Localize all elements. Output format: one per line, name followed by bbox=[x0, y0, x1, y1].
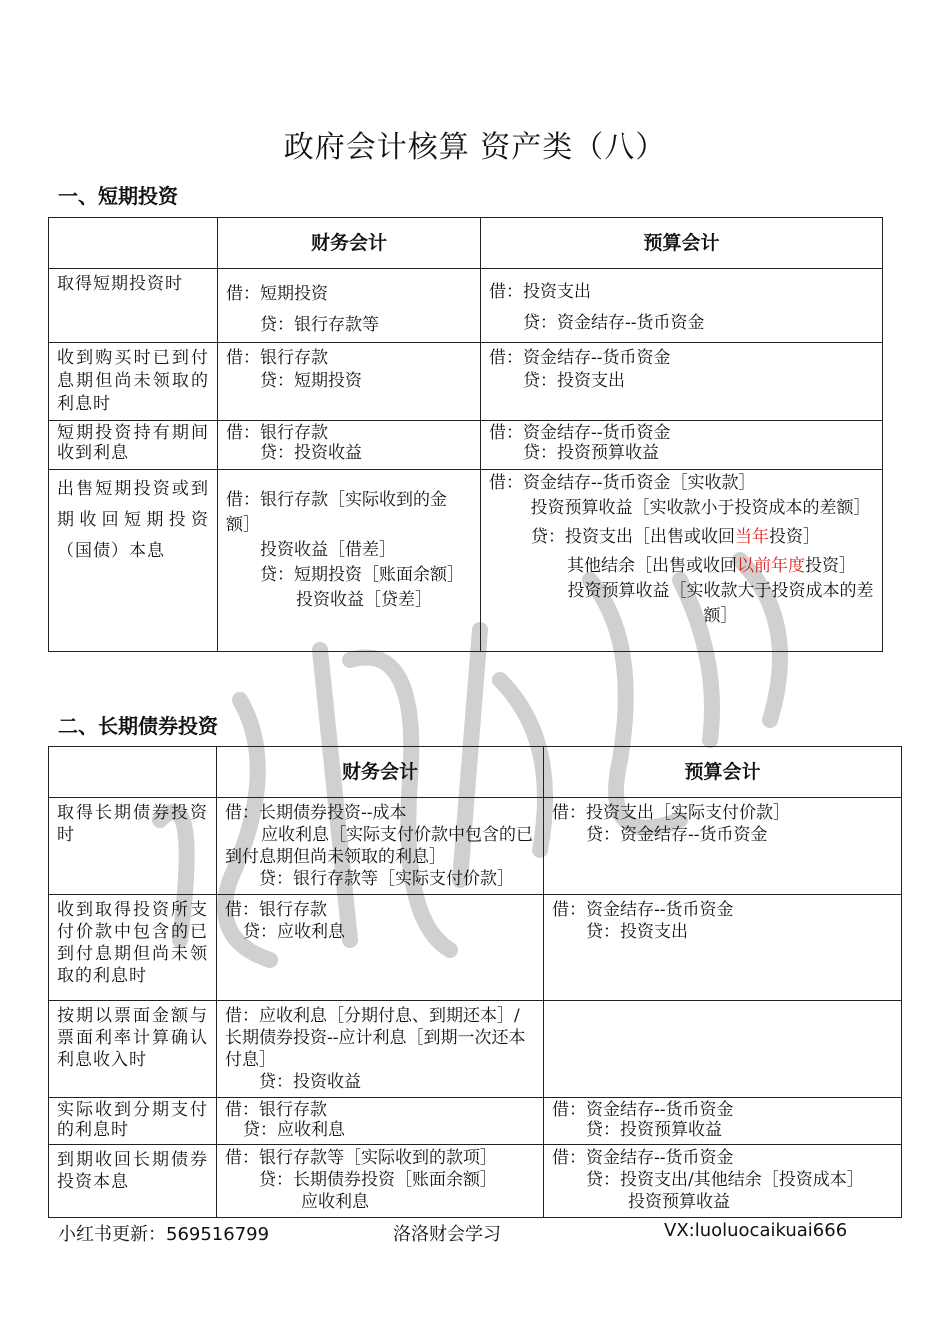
entry-line: 贷：应收利息 bbox=[243, 1120, 345, 1140]
entry-line: 贷：长期债券投资［账面余额］ bbox=[259, 1170, 497, 1190]
entry-line: 投资预算收益［实收款大于投资成本的差额］ bbox=[567, 581, 874, 626]
table-row bbox=[49, 798, 902, 895]
entry-line: 贷：银行存款等［实际支付价款］ bbox=[259, 869, 514, 889]
table-row bbox=[49, 343, 883, 421]
table-row bbox=[49, 1001, 902, 1098]
entry-line: 投资预算收益 bbox=[628, 1192, 730, 1212]
header-financial: 财务会计 bbox=[217, 747, 544, 798]
bud-entry bbox=[544, 1098, 902, 1145]
entry-line: 借：短期投资 bbox=[226, 284, 328, 304]
entry-line bbox=[489, 525, 874, 550]
entry-line: 投资收益［借差］ bbox=[260, 540, 396, 560]
entry-line: 借：银行存款［实际收到的金额］ bbox=[226, 490, 447, 535]
table-row bbox=[49, 1145, 902, 1218]
entry-line: 借：长期债券投资--成本 bbox=[225, 803, 407, 823]
row-label: 按期以票面金额与票面利率计算确认利息收入时 bbox=[49, 1001, 217, 1098]
row-label: 到期收回长期债券投资本息 bbox=[49, 1145, 217, 1218]
entry-text: 贷：投资支出［出售或收回 bbox=[531, 527, 735, 547]
table-row bbox=[49, 269, 883, 343]
entry-line: 贷：投资收益 bbox=[260, 443, 362, 463]
bud-entry bbox=[544, 895, 902, 1001]
page-title: 政府会计核算 资产类（八） bbox=[283, 130, 667, 165]
entry-line: 借：资金结存--货币资金［实收款］ bbox=[489, 473, 756, 493]
entry-line: 贷：短期投资［账面余额］ bbox=[260, 565, 464, 585]
entry-line: 投资预算收益［实收款小于投资成本的差额］ bbox=[530, 498, 871, 518]
entry-line: 贷：银行存款等 bbox=[260, 315, 379, 335]
row-label: 收到购买时已到付息期但尚未领取的利息时 bbox=[49, 343, 218, 421]
fin-entry bbox=[217, 1098, 544, 1145]
entry-line: 贷：投资支出/其他结余［投资成本］ bbox=[586, 1170, 864, 1190]
footer-wechat: VX:luoluocaikuai666 bbox=[664, 1220, 848, 1241]
long-term-bond-table bbox=[48, 746, 902, 1218]
header-blank bbox=[49, 747, 217, 798]
entry-line: 借：银行存款 bbox=[226, 423, 328, 443]
entry-line: 投资收益［贷差］ bbox=[296, 590, 432, 610]
entry-line: 借：银行存款 bbox=[226, 348, 328, 368]
row-label: 收到取得投资所支付价款中包含的已到付息期但尚未领取的利息时 bbox=[49, 895, 217, 1001]
entry-line: 借：银行存款 bbox=[225, 900, 327, 920]
footer-brand: 洛洛财会学习 bbox=[393, 1224, 501, 1245]
section-heading-long-term-bond: 二、长期债券投资 bbox=[58, 714, 218, 738]
fin-entry bbox=[217, 1001, 544, 1098]
bud-entry bbox=[481, 421, 883, 470]
highlight-current-year: 当年 bbox=[735, 527, 769, 547]
fin-entry bbox=[217, 798, 544, 895]
entry-line: 贷：投资收益 bbox=[259, 1072, 361, 1092]
entry-line: 借：资金结存--货币资金 bbox=[489, 423, 671, 443]
header-budget: 预算会计 bbox=[544, 747, 902, 798]
fin-entry bbox=[218, 421, 481, 470]
entry-text: 投资］ bbox=[769, 527, 820, 547]
bud-entry bbox=[481, 269, 883, 343]
table-row bbox=[49, 895, 902, 1001]
fin-entry bbox=[217, 1145, 544, 1218]
section-heading-short-term: 一、短期投资 bbox=[58, 184, 178, 208]
bud-entry-empty bbox=[544, 1001, 902, 1098]
entry-line: 借：投资支出［实际支付价款］ bbox=[552, 803, 790, 823]
row-label: 出售短期投资或到期收回短期投资（国债）本息 bbox=[49, 470, 218, 652]
entry-text: 其他结余［出售或收回 bbox=[567, 556, 737, 576]
table-row bbox=[49, 470, 883, 652]
entry-line: 贷：投资预算收益 bbox=[523, 443, 659, 463]
bud-entry bbox=[481, 343, 883, 421]
fin-entry bbox=[218, 269, 481, 343]
fin-entry bbox=[218, 343, 481, 421]
entry-line: 借：银行存款 bbox=[225, 1100, 327, 1120]
entry-line: 贷：应收利息 bbox=[243, 922, 345, 942]
row-label: 取得短期投资时 bbox=[49, 269, 218, 343]
bud-entry bbox=[481, 470, 883, 652]
entry-line: 借：资金结存--货币资金 bbox=[552, 1100, 734, 1120]
short-term-investment-table bbox=[48, 217, 883, 652]
entry-line bbox=[489, 554, 874, 579]
entry-line: 贷：资金结存--货币资金 bbox=[586, 825, 768, 845]
table-row bbox=[49, 421, 883, 470]
row-label: 短期投资持有期间收到利息 bbox=[49, 421, 218, 470]
entry-line: 借：银行存款等［实际收到的款项］ bbox=[225, 1148, 497, 1168]
fin-entry bbox=[217, 895, 544, 1001]
entry-line: 贷：短期投资 bbox=[260, 371, 362, 391]
fin-entry bbox=[218, 470, 481, 652]
entry-line: 贷：投资支出 bbox=[586, 922, 688, 942]
header-budget: 预算会计 bbox=[481, 218, 883, 269]
highlight-prior-years: 以前年度 bbox=[737, 556, 805, 576]
row-label: 取得长期债券投资时 bbox=[49, 798, 217, 895]
bud-entry bbox=[544, 1145, 902, 1218]
entry-line: 贷：资金结存--货币资金 bbox=[523, 313, 705, 333]
entry-line: 借：资金结存--货币资金 bbox=[552, 900, 734, 920]
table-row bbox=[49, 1098, 902, 1145]
entry-line: 借：资金结存--货币资金 bbox=[552, 1148, 734, 1168]
entry-line: 应收利息 bbox=[301, 1192, 369, 1212]
entry-text: 投资］ bbox=[805, 556, 856, 576]
entry-line: 贷：投资预算收益 bbox=[586, 1120, 722, 1140]
entry-line: 借：资金结存--货币资金 bbox=[489, 348, 671, 368]
entry-line: 贷：投资支出 bbox=[523, 371, 625, 391]
header-blank bbox=[49, 218, 218, 269]
entry-line: 借：应收利息［分期付息、到期还本］/长期债券投资--应计利息［到期一次还本付息］ bbox=[225, 1006, 526, 1070]
header-financial: 财务会计 bbox=[218, 218, 481, 269]
bud-entry bbox=[544, 798, 902, 895]
footer-xiaohongshu: 小红书更新：569516799 bbox=[58, 1224, 270, 1245]
entry-line: 应收利息［实际支付价款中包含的已到付息期但尚未领取的利息］ bbox=[225, 825, 533, 867]
row-label: 实际收到分期支付的利息时 bbox=[49, 1098, 217, 1145]
entry-line: 借：投资支出 bbox=[489, 282, 591, 302]
